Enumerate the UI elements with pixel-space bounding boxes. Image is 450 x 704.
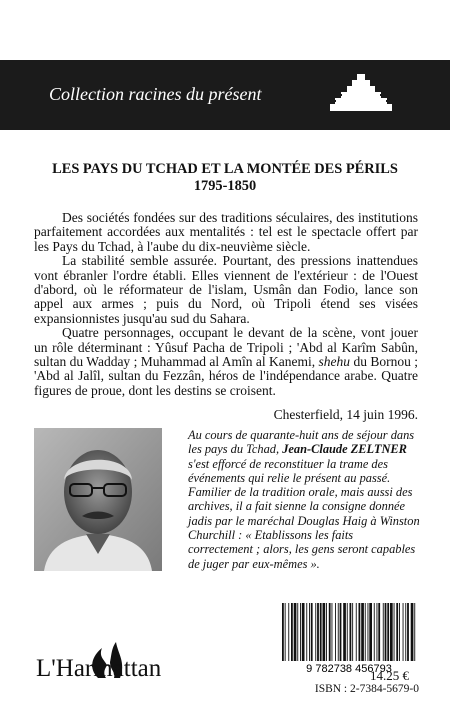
p3-text-a: Quatre personnages, occupant le devant de la scène, vont jouer un rôle déterminant : Yûsuf Pacha de Tripoli ; 'Abd al Karîm Sabûn, sultan du Wadday ; Muhammad al Amîn al Kanemi,	[34, 325, 418, 370]
author-bio	[188, 428, 420, 571]
title-line-1: LES PAYS DU TCHAD ET LA MONTÉE DES PÉRILS	[52, 161, 398, 177]
stepped-pyramid-icon	[330, 72, 392, 116]
title-line-2: 1795-1850	[193, 178, 257, 194]
barcode-digits: 9 782738 456793	[306, 663, 392, 675]
blurb-paragraph-2: La stabilité semble assurée. Pourtant, des pressions inattendues vont ébranler l'ordre établi. Elles viennent de l'extérieur : de l'Ouest d'abord, où le réformateur de l'islam, Usmân dan Fodio, lance son appel aux armes ; puis du Nord, où Tripoli étend ses visées expansionnistes jusqu'au sud du Sahara.	[34, 253, 418, 326]
blurb	[34, 211, 418, 423]
book-title	[30, 161, 420, 195]
harmattan-flame-icon	[36, 638, 206, 682]
bio-text-b: s'est efforcé de reconstituer la trame des événements qui relie le présent au passé. Familier de la tradition orale, mais aussi des archives, il a fait sienne la consigne donnée jadis par le maréchal Douglas Haig à Winston Churchill : « Etablissons les faits correctement ; alors, les gens seront capables de juger par eux-mêmes ».	[188, 456, 420, 571]
p3-text-b: du Bornou ; 'Abd al Jalîl, sultan du Fezzân, héros de l'indépendance arabe. Quatre figures de proue, dont les destins se croisent.	[34, 354, 418, 398]
bio-text-a: Au cours de quarante-huit ans de séjour dans les pays du Tchad,	[188, 428, 415, 457]
collection-title: Collection racines du présent	[49, 84, 262, 104]
signature: Chesterfield, 14 juin 1996.	[273, 407, 418, 423]
barcode	[276, 601, 422, 675]
blurb-paragraph-3	[34, 326, 418, 398]
author-portrait	[34, 428, 162, 571]
blurb-paragraph-1: Des sociétés fondées sur des traditions séculaires, des institutions parfaitement accordées aux mentalités : tel est le spectacle offert par les Pays du Tchad, à l'aube du dix-neuvième siècle.	[34, 210, 418, 254]
isbn: ISBN : 2-7384-5679-0	[314, 683, 419, 695]
publisher-name: L'Harmattan	[36, 655, 162, 682]
p3-emphasis: shehu	[318, 354, 351, 370]
price: 14.25 €	[370, 668, 409, 683]
author-name: Jean-Claude ZELTNER	[282, 442, 407, 457]
